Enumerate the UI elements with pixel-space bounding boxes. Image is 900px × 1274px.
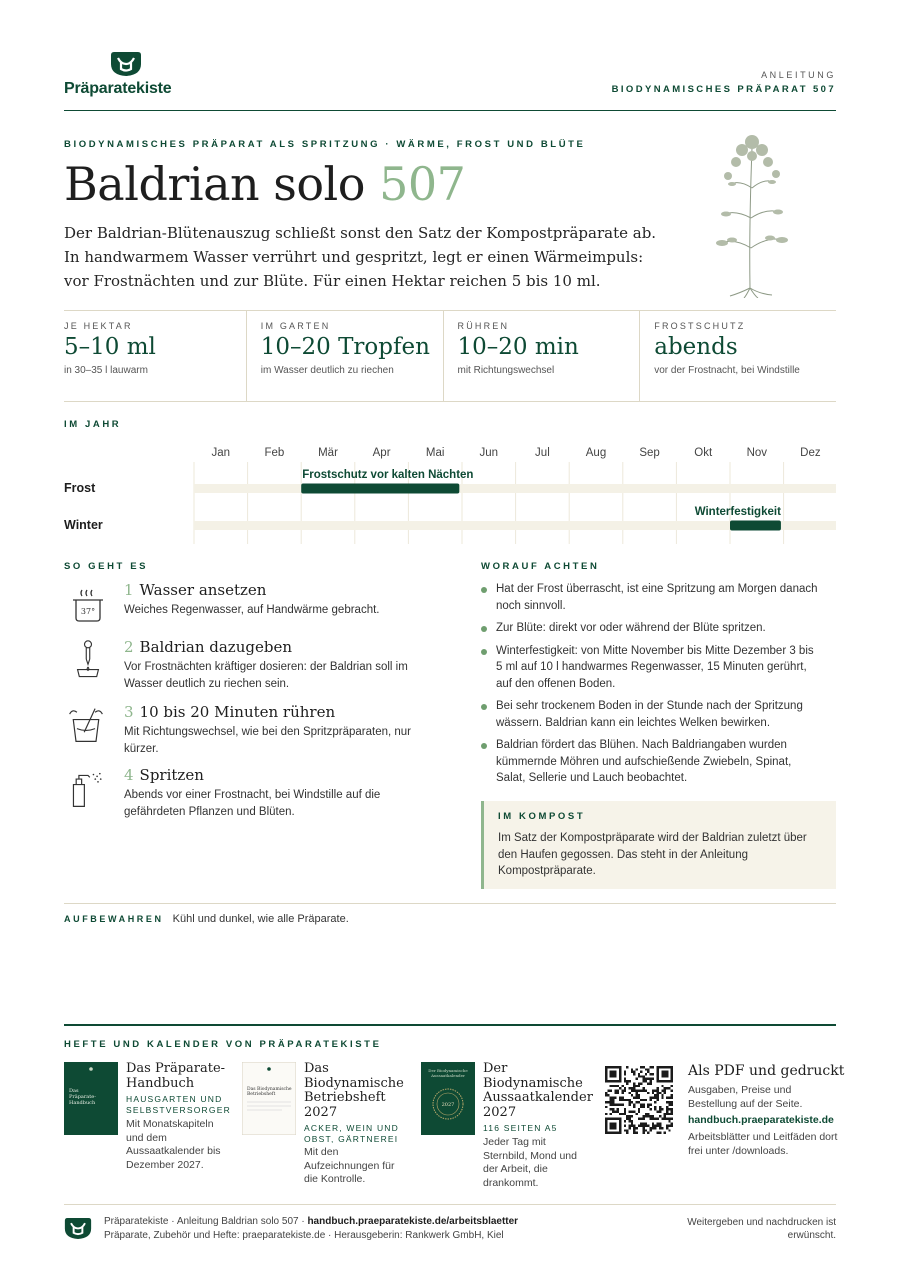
stat-value: 10–20 min xyxy=(457,334,579,360)
kicker: BIODYNAMISCHES PRÄPARAT ALS SPRITZUNG · WÄRME, FROST UND BLÜTE xyxy=(64,139,586,150)
logo-icon xyxy=(110,50,142,77)
list-item: Hat der Frost überrascht, ist eine Spritzung am Morgen danach noch sinnvoll. xyxy=(481,581,821,614)
timeline-bar-label: Frostschutz vor kalten Nächten xyxy=(302,469,474,481)
title-name: Baldrian solo xyxy=(64,157,365,211)
stat-note: vor der Frostnacht, bei Windstille xyxy=(654,365,800,376)
book-description: Mit den Aufzeichnungen für die Kontrolle. xyxy=(304,1146,395,1185)
shop-link[interactable]: handbuch.praeparatekiste.de xyxy=(688,1114,834,1126)
svg-text:Das Biodynamische: Das Biodynamische xyxy=(247,1087,292,1092)
svg-text:Präparate-: Präparate- xyxy=(69,1094,96,1100)
step-title: 4 Spritzen xyxy=(124,766,204,784)
timeline-bar-label: Winterfestigkeit xyxy=(694,506,781,518)
book-title[interactable]: Das Präparate-Handbuch xyxy=(126,1061,226,1091)
year-section-label: IM JAHR xyxy=(64,419,122,430)
stat-garden xyxy=(246,311,443,401)
compost-label: IM KOMPOST xyxy=(498,811,586,822)
list-item: Bei sehr trockenem Boden in der Stunde nach der Spritzung wässern. Baldrian kann ein leichtes Welken bewirken. xyxy=(481,698,821,731)
timeline-bar xyxy=(730,521,781,531)
book-cover-aussaatkalender[interactable] xyxy=(421,1062,475,1135)
month-label: Okt xyxy=(694,447,713,459)
footer-divider xyxy=(64,1204,836,1205)
books-section-label: HEFTE UND KALENDER VON PRÄPARATEKISTE xyxy=(64,1039,382,1050)
step-title: 3 10 bis 20 Minuten rühren xyxy=(124,703,336,721)
month-label: Sep xyxy=(639,447,660,459)
year-timeline xyxy=(64,440,836,544)
step-text: Vor Frostnächten kräftiger dosieren: der Baldrian soll im Wasser deutlich zu riechen sein. xyxy=(124,661,408,690)
book-tag: ACKER, WEIN UND OBST, GÄRTNEREI xyxy=(304,1123,399,1144)
pdf-title: Als PDF und gedruckt xyxy=(688,1063,845,1079)
stat-value: 10–20 Tropfen xyxy=(260,334,430,360)
step-title: 1 Wasser ansetzen xyxy=(124,581,267,599)
pot-temperature: 37° xyxy=(80,607,96,616)
footer-link[interactable]: handbuch.praeparatekiste.de/arbeitsblaetter xyxy=(307,1216,519,1227)
footer-line-1: Präparatekiste · Anleitung Baldrian solo 507 · handbuch.praeparatekiste.de/arbeitsblaetter xyxy=(104,1216,519,1227)
storage-note xyxy=(64,913,349,925)
stat-per-hectare xyxy=(64,311,246,401)
page-title xyxy=(64,157,465,211)
cover-year: 2027 xyxy=(441,1102,455,1108)
stat-stirring xyxy=(443,311,640,401)
month-label: Jan xyxy=(211,447,231,459)
storage-text: Kühl und dunkel, wie alle Präparate. xyxy=(172,913,349,925)
month-label: Apr xyxy=(372,447,391,459)
compost-text: Im Satz der Kompostpräparate wird der Baldrian zuletzt über den Haufen gegossen. Das steht in der Anleitung Kompostpräparate. xyxy=(498,832,807,877)
pdf-text: Ausgaben, Preise und Bestellung auf der Seite. xyxy=(688,1084,803,1110)
book-title[interactable]: Der Biodynamische Aussaatkalender 2027 xyxy=(483,1061,593,1120)
stat-label: JE HEKTAR xyxy=(64,321,133,331)
key-figures xyxy=(64,310,836,402)
sprayer-icon xyxy=(68,770,108,810)
list-item: Baldrian fördert das Blühen. Nach Baldriangaben wurden kümmernde Möhren und aufschießende Zwiebeln, Spinat, Salat, Sellerie und Lauch beobachtet. xyxy=(481,737,821,787)
stat-note: in 30–35 l lauwarm xyxy=(64,365,148,376)
step-text: Abends vor einer Frostnacht, bei Windstille auf die gefährdeten Pflanzen und Blüten. xyxy=(124,789,381,818)
title-number: 507 xyxy=(379,157,466,211)
stat-label: FROSTSCHUTZ xyxy=(654,321,746,331)
book-description: Mit Monatskapiteln und dem Aussaatkalender bis Dezember 2027. xyxy=(126,1118,221,1171)
footer-line-2: Präparate, Zubehör und Hefte: praeparatekiste.de · Herausgeberin: Rankwerk GmbH, Kiel xyxy=(104,1230,504,1241)
stat-label: IM GARTEN xyxy=(260,321,331,331)
step-text: Weiches Regenwasser, auf Handwärme gebracht. xyxy=(124,604,380,616)
warm-pot-icon xyxy=(68,586,108,626)
timeline-row-label: Frost xyxy=(64,481,96,495)
step-text: Mit Richtungswechsel, wie bei den Spritzpräparaten, nur kürzer. xyxy=(124,726,412,755)
month-label: Feb xyxy=(264,447,285,459)
svg-text:Handbuch: Handbuch xyxy=(69,1100,96,1106)
lead-paragraph: Der Baldrian-Blütenauszug schließt sonst den Satz der Kompostpräparate ab. In handwarmem Wasser verrührt und gespritzt, legt er einen Wärmeimpuls: vor Frostnächten und zur Blüte. Für einen Hektar reichen 5 bis 10 ml. xyxy=(64,224,657,290)
stat-label: RÜHREN xyxy=(457,321,510,331)
svg-text:Betriebsheft: Betriebsheft xyxy=(247,1092,276,1097)
timeline-track xyxy=(194,484,836,493)
stat-value: abends xyxy=(654,334,738,360)
storage-label: AUFBEWAHREN xyxy=(64,914,164,924)
book-cover-betriebsheft[interactable] xyxy=(242,1062,296,1135)
books-divider xyxy=(64,1024,836,1026)
footer-license-note: Weitergeben und nachdrucken ist erwünscht. xyxy=(687,1217,836,1241)
book-tag: 116 SEITEN A5 xyxy=(483,1123,558,1133)
stat-frost-protection xyxy=(639,311,836,401)
how-section-label: SO GEHT ES xyxy=(64,561,149,572)
svg-text:Der Biodynamische: Der Biodynamische xyxy=(428,1068,468,1073)
document-type: ANLEITUNG xyxy=(761,70,836,80)
month-label: Nov xyxy=(746,447,768,459)
month-label: Aug xyxy=(585,447,607,459)
footer-logo-icon xyxy=(64,1216,92,1240)
section-divider xyxy=(64,903,836,904)
book-tag: HAUSGARTEN UND SELBSTVERSORGER xyxy=(126,1094,231,1115)
stat-note: mit Richtungswechsel xyxy=(457,365,555,376)
compost-panel xyxy=(481,801,836,889)
month-label: Jul xyxy=(535,447,550,459)
book-description: Jeder Tag mit Sternbild, Mond und der Arbeit, die drankommt. xyxy=(483,1136,577,1189)
dropper-icon xyxy=(68,640,108,680)
month-label: Jun xyxy=(479,447,499,459)
svg-text:Das: Das xyxy=(69,1088,79,1094)
qr-code[interactable] xyxy=(605,1066,673,1134)
stirring-icon xyxy=(66,705,106,745)
list-item: Winterfestigkeit: von Mitte November bis Mitte Dezember 3 bis 5 ml auf 10 l handwarmes Regenwasser, 15 Minuten gerührt, auf den offenen Boden. xyxy=(481,643,821,693)
document-subject: BIODYNAMISCHES PRÄPARAT 507 xyxy=(611,84,836,95)
month-label: Mär xyxy=(318,447,338,459)
stat-note: im Wasser deutlich zu riechen xyxy=(260,365,394,376)
stat-value: 5–10 ml xyxy=(64,334,156,360)
month-label: Mai xyxy=(425,447,445,459)
header-divider xyxy=(64,110,836,111)
step-title: 2 Baldrian dazugeben xyxy=(124,638,292,656)
list-item: Zur Blüte: direkt vor oder während der Blüte spritzen. xyxy=(481,620,821,637)
valerian-plant-illustration xyxy=(700,128,800,298)
month-label: Dez xyxy=(800,447,821,459)
timeline-bar xyxy=(301,484,459,494)
svg-text:Aussaatkalender: Aussaatkalender xyxy=(431,1073,465,1078)
timeline-row-label: Winter xyxy=(64,518,103,532)
logo-wordmark: Präparatekiste xyxy=(64,80,172,97)
watch-section-label: WORAUF ACHTEN xyxy=(481,561,600,572)
book-cover-handbuch[interactable] xyxy=(64,1062,118,1135)
pdf-downloads-text: Arbeitsblätter und Leitfäden dort frei unter /downloads. xyxy=(688,1131,838,1157)
book-title[interactable]: Das Biodynamische Betriebsheft 2027 xyxy=(304,1061,404,1120)
watch-list xyxy=(481,581,821,793)
